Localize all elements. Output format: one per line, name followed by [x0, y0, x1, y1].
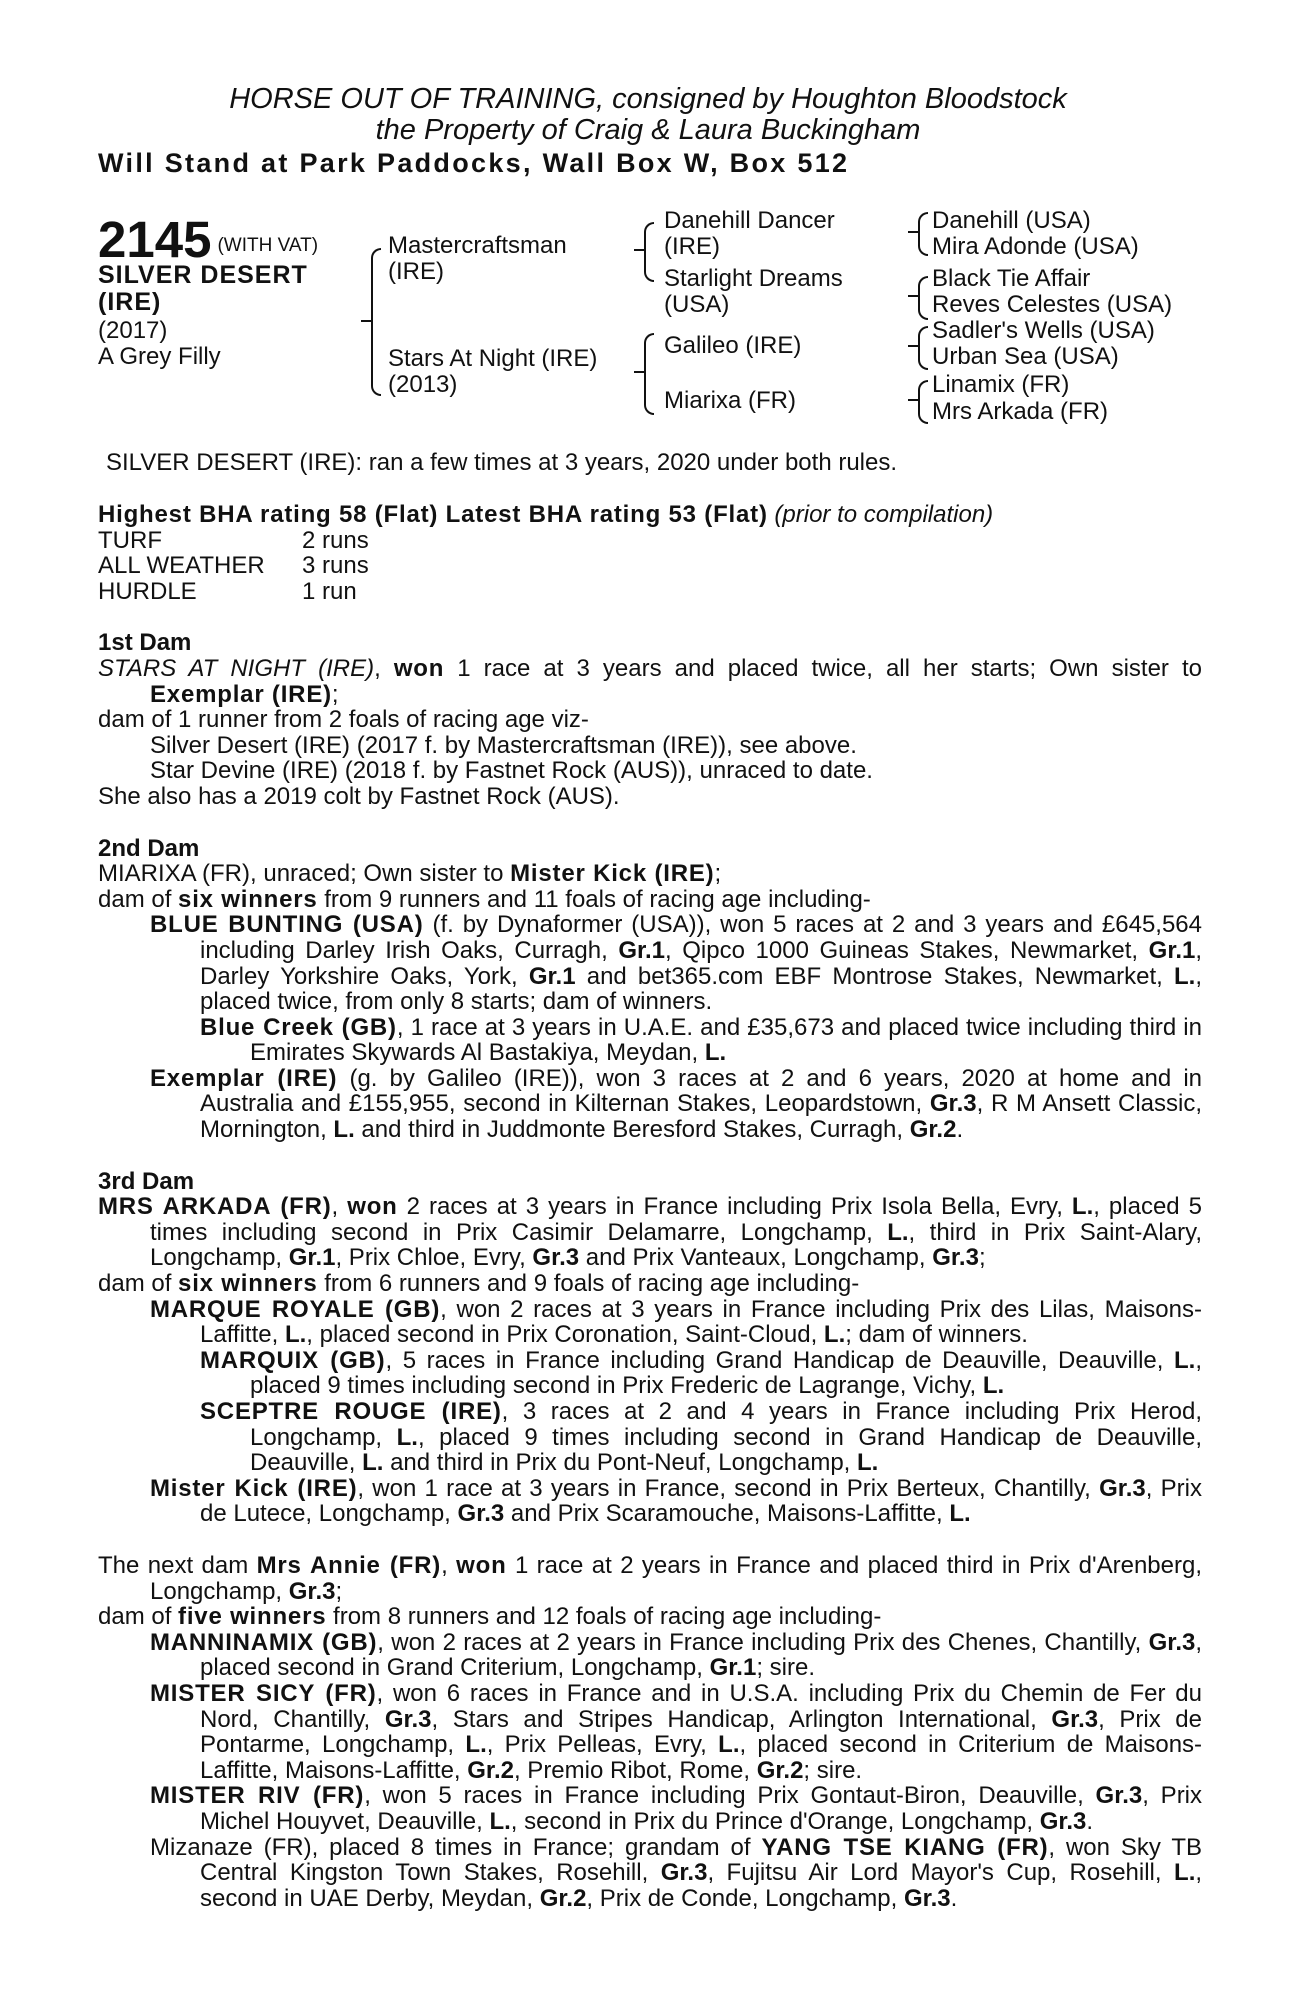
text: , Prix Michel Houyvet, Deauville, — [200, 1782, 1203, 1835]
foaling-year: (2017) — [98, 317, 168, 344]
pedigree-bracket-point — [908, 295, 918, 297]
produce-entry — [98, 1348, 1202, 1399]
grade: Gr.3 — [903, 1884, 951, 1912]
text: and Prix Scaramouche, Maisons-Laffitte, — [510, 1500, 943, 1528]
produce-name: Blue Creek (GB) — [200, 1013, 397, 1041]
pedigree-gs1 — [664, 208, 835, 260]
first-dam-heading: 1st Dam — [98, 629, 192, 657]
sire-name: Mastercraftsman — [388, 232, 567, 259]
fourth-dam-name: Mrs Annie (FR) — [256, 1551, 442, 1579]
vat-note: (WITH VAT) — [217, 235, 319, 256]
text: ; sire. — [803, 1756, 863, 1784]
listed: L. — [1071, 1193, 1094, 1221]
pedigree-bracket-point — [361, 320, 371, 322]
rating-text: Highest BHA rating 58 (Flat) Latest BHA rating 53 (Flat) — [98, 501, 768, 528]
pedigree-ggs5: Sadler's Wells (USA) — [932, 317, 1155, 344]
produce-entry — [98, 912, 1202, 1014]
text: ; sire. — [756, 1654, 815, 1682]
property-line: the Property of Craig & Laura Buckingham — [375, 114, 921, 146]
grade: Gr.3 — [532, 1244, 580, 1272]
runs-surface: TURF — [98, 526, 162, 554]
text: , placed second in Grand Criterium, Longchamp, — [200, 1628, 1203, 1682]
text: , placed 9 times including second in Grand Handicap de Deauville, Deauville, — [250, 1423, 1203, 1477]
grade: Gr.2 — [467, 1756, 514, 1784]
pedigree-sire — [388, 233, 567, 285]
listed: L. — [949, 1500, 971, 1528]
listed: L. — [333, 1116, 355, 1144]
text: , placed twice, from only 8 starts; dam of winners. — [200, 962, 1202, 1016]
horse-description: A Grey Filly — [98, 343, 221, 370]
bha-rating — [98, 502, 1202, 528]
granddam-country: (USA) — [664, 291, 730, 318]
horse-info — [98, 318, 221, 370]
text: MIARIXA (FR), unraced; Own sister to — [98, 860, 504, 888]
text: Mizanaze (FR), placed 8 times in France; grandam of — [150, 1833, 751, 1861]
listed: L. — [857, 1449, 879, 1477]
grade: Gr.3 — [1051, 1705, 1099, 1733]
grade: Gr.3 — [1099, 1474, 1146, 1502]
first-dam-foal-note: She also has a 2019 colt by Fastnet Rock (AUS). — [98, 782, 620, 810]
text: , won 2 races at 3 years in France including Prix des Lilas, Maisons-Laffitte, — [200, 1295, 1202, 1349]
grade: Gr.1 — [288, 1244, 336, 1272]
text: , won 6 races in France and in U.S.A. including Prix du Chemin de Fer du Nord, Chantilly, — [200, 1679, 1202, 1733]
listed: L. — [362, 1449, 384, 1477]
fourth-dam-text: The next dam Mrs Annie (FR), won 1 race at 2 years in France and placed third in Prix d'Arenberg, Longchamp, Gr.3; — [98, 1551, 1202, 1605]
text: , placed second in Prix Coronation, Saint-Cloud, — [306, 1321, 818, 1349]
text: , third in Prix Saint-Alary, Longchamp, — [150, 1218, 1202, 1272]
second-dam-produce — [98, 887, 1202, 913]
third-dam-produce — [98, 1271, 1202, 1297]
text: , Prix de Lutece, Longchamp, — [200, 1474, 1203, 1528]
produce-entry — [98, 1681, 1202, 1783]
text: , Prix de Conde, Longchamp, — [586, 1884, 898, 1912]
text: from 6 runners and 9 foals of racing age including- — [324, 1270, 860, 1298]
sire-country: (IRE) — [388, 258, 444, 285]
text: from 9 runners and 11 foals of racing age including- — [324, 885, 871, 913]
pedigree-gs4: Miarixa (FR) — [664, 387, 796, 414]
pedigree-bracket-point — [634, 371, 644, 373]
text: and third in Juddmonte Beresford Stakes, Curragh, — [361, 1116, 904, 1144]
third-dam-name: MRS ARKADA (FR) — [98, 1193, 332, 1221]
listed: L. — [718, 1731, 740, 1759]
text: from 8 runners and 12 foals of racing age including- — [333, 1603, 882, 1631]
text: 1 race at 2 years in France and placed third in Prix d'Arenberg, Longchamp, — [150, 1551, 1202, 1605]
first-dam-text: STARS AT NIGHT (IRE), won 1 race at 3 years and placed twice, all her starts; Own sister to Exemplar (IRE); — [98, 654, 1202, 708]
sibling-name: Exemplar (IRE) — [150, 680, 332, 708]
grade: Gr.3 — [929, 1090, 977, 1118]
grade: Gr.1 — [709, 1654, 757, 1682]
runs-surface: ALL WEATHER — [98, 552, 265, 580]
winners-count: six winners — [178, 1270, 318, 1298]
runs-row — [98, 528, 369, 554]
pedigree-bracket-point — [908, 345, 918, 347]
pedigree-ggs2: Mira Adonde (USA) — [932, 233, 1139, 260]
pedigree-ggs1: Danehill (USA) — [932, 207, 1091, 234]
text: and third in Prix du Pont-Neuf, Longchamp, — [390, 1449, 851, 1477]
pedigree-bracket-sire — [644, 222, 654, 282]
first-dam-name: STARS AT NIGHT (IRE) — [98, 654, 375, 682]
grade: Gr.3 — [1148, 1628, 1196, 1656]
horse-name-line1: SILVER DESERT — [98, 261, 308, 289]
winners-count: five winners — [178, 1603, 327, 1631]
text: , won 1 race at 3 years in France, second in Prix Berteux, Chantilly, — [357, 1474, 1091, 1502]
text: dam of — [98, 1270, 172, 1298]
third-dam-heading: 3rd Dam — [98, 1167, 195, 1195]
produce-entry — [98, 1476, 1202, 1527]
grade: Gr.3 — [1095, 1782, 1143, 1810]
grade: Gr.3 — [457, 1500, 505, 1528]
dam-name: Stars At Night (IRE) — [388, 345, 598, 372]
produce-name: MARQUIX (GB) — [200, 1346, 386, 1374]
listed: L. — [465, 1731, 487, 1759]
listed: L. — [1174, 962, 1196, 990]
punct: ; — [331, 680, 339, 708]
grade: Gr.1 — [1148, 936, 1196, 964]
produce-entry — [98, 1399, 1202, 1476]
pedigree-bracket-point — [908, 231, 918, 233]
listed: L. — [704, 1039, 727, 1067]
text: and Prix Vanteaux, Longchamp, — [585, 1244, 926, 1272]
pedigree-bracket-point — [908, 399, 918, 401]
offspring-1: Silver Desert (IRE) (2017 f. by Mastercraftsman (IRE)), see above. — [150, 731, 857, 759]
grade: Gr.2 — [539, 1884, 587, 1912]
runs-count: 3 runs — [302, 552, 369, 580]
offspring-2: Star Devine (IRE) (2018 f. by Fastnet Rock (AUS)), unraced to date. — [150, 757, 873, 785]
dam-year: (2013) — [388, 371, 458, 398]
produce-name: MISTER RIV (FR) — [150, 1782, 365, 1810]
pedigree-ggs8: Mrs Arkada (FR) — [932, 398, 1109, 425]
pedigree-dam — [388, 346, 597, 398]
produce-entry — [98, 1630, 1202, 1681]
runs-count: 1 run — [302, 577, 357, 605]
text: , Premio Ribot, Rome, — [513, 1756, 751, 1784]
runs-row — [98, 579, 369, 605]
punct: ; — [335, 1577, 343, 1605]
pedigree-bracket-gs3 — [918, 326, 928, 370]
first-dam-produce: dam of 1 runner from 2 foals of racing age viz- — [98, 706, 589, 734]
pedigree-bracket-dam — [644, 333, 654, 415]
text: , Prix Chloe, Evry, — [335, 1244, 526, 1272]
grade: Gr.3 — [1039, 1807, 1087, 1835]
grade: Gr.3 — [288, 1577, 336, 1605]
produce-entry — [98, 1297, 1202, 1348]
pedigree-ggs4: Reves Celestes (USA) — [932, 291, 1173, 318]
text: , won 5 races in France including Prix Gontaut-Biron, Deauville, — [364, 1782, 1084, 1810]
punct: ; — [978, 1244, 986, 1272]
runs-count: 2 runs — [302, 526, 369, 554]
lot-number: 2145 — [98, 211, 212, 268]
granddam-name: Starlight Dreams — [664, 265, 843, 292]
pedigree-gs2 — [664, 266, 843, 318]
text: ; dam of winners. — [845, 1321, 1028, 1349]
runs-surface: HURDLE — [98, 577, 197, 605]
runs-table — [98, 528, 369, 605]
text: , second in UAE Derby, Meydan, — [200, 1859, 1203, 1912]
text: (g. by Galileo (IRE)), won 3 races at 2 and 6 years, 2020 at home and in Australia and £155,955, second in Kilternan Stakes, Leopardstown, — [200, 1064, 1202, 1118]
text: 2 races at 3 years in France including Prix Isola Bella, Evry, — [406, 1193, 1063, 1221]
listed: L. — [284, 1321, 307, 1349]
produce-name: BLUE BUNTING (USA) — [150, 911, 424, 939]
punct: ; — [714, 860, 722, 888]
pedigree-bracket-main — [371, 248, 381, 396]
grandsire-country: (IRE) — [664, 233, 720, 260]
pedigree-gs3: Galileo (IRE) — [664, 332, 802, 359]
grade: Gr.2 — [756, 1756, 804, 1784]
text: , won 2 races at 2 years in France including Prix des Chenes, Chantilly, — [377, 1628, 1142, 1656]
text: , won Sky TB Central Kingston Town Stakes, Rosehill, — [200, 1833, 1202, 1887]
grade: Gr.3 — [660, 1859, 708, 1887]
produce-entry — [98, 1783, 1202, 1834]
catalogue-body — [98, 502, 1202, 1911]
punct: . — [956, 1116, 964, 1144]
won-label: won — [393, 654, 445, 682]
text: The next dam — [98, 1551, 249, 1579]
consignor-line: HORSE OUT OF TRAINING, consigned by Houghton Bloodstock — [229, 83, 1067, 115]
won-label: won — [347, 1193, 398, 1221]
punct: . — [950, 1884, 958, 1912]
text: , Stars and Stripes Handicap, Arlington International, — [431, 1705, 1037, 1733]
text: (f. by Dynaformer (USA)), won 5 races at 2 and 3 years and £645,564 including Darley Irish Oaks, Curragh, — [200, 911, 1202, 964]
text: , 3 races at 2 and 4 years in France including Prix Herod, Longchamp, — [250, 1398, 1202, 1451]
runs-row — [98, 553, 369, 579]
produce-name: MANNINAMIX (GB) — [150, 1628, 378, 1656]
race-summary: SILVER DESERT (IRE): ran a few times at 3 years, 2020 under both rules. — [106, 449, 898, 476]
rating-note: (prior to compilation) — [774, 501, 994, 528]
produce-entry — [98, 1015, 1202, 1066]
produce-entry — [98, 1066, 1202, 1143]
grade: Gr.3 — [932, 1244, 979, 1272]
listed: L. — [1174, 1859, 1196, 1887]
produce-name: MISTER SICY (FR) — [150, 1679, 377, 1707]
sibling-name: Mister Kick (IRE) — [510, 860, 715, 888]
pedigree-ggs6: Urban Sea (USA) — [932, 343, 1119, 370]
pedigree-ggs7: Linamix (FR) — [932, 371, 1070, 398]
text: , second in Prix du Prince d'Orange, Longchamp, — [510, 1807, 1034, 1835]
pedigree-ggs3: Black Tie Affair — [932, 265, 1091, 292]
text: , placed 5 times including second in Prix Casimir Delamarre, Longchamp, — [150, 1193, 1203, 1246]
produce-entry — [98, 1835, 1202, 1912]
grandsire-name: Danehill Dancer — [664, 207, 835, 234]
text: and bet365.com EBF Montrose Stakes, Newmarket, — [586, 962, 1163, 990]
grade: Gr.2 — [909, 1116, 957, 1144]
grade: Gr.3 — [384, 1705, 432, 1733]
listed: L. — [1174, 1346, 1196, 1374]
grade: Gr.1 — [618, 936, 666, 964]
pedigree-bracket-gs2 — [918, 276, 928, 320]
pedigree-bracket-gs4 — [918, 380, 928, 424]
second-dam-text — [98, 861, 1202, 887]
first-dam-record: 1 race at 3 years and placed twice, all her starts; Own sister to — [457, 654, 1202, 682]
produce-name: YANG TSE KIANG (FR) — [761, 1833, 1049, 1861]
listed: L. — [982, 1372, 1005, 1400]
horse-name — [98, 262, 308, 316]
text: , Qipco 1000 Guineas Stakes, Newmarket, — [665, 936, 1139, 964]
produce-name: Mister Kick (IRE) — [150, 1474, 358, 1502]
text: , placed second in Criterium de Maisons-Laffitte, Maisons-Laffitte, — [200, 1731, 1203, 1784]
text: , Prix Pelleas, Evry, — [486, 1731, 707, 1759]
listed: L. — [823, 1321, 846, 1349]
listed: L. — [396, 1423, 418, 1451]
listed: L. — [489, 1807, 511, 1835]
third-dam-text: MRS ARKADA (FR), won 2 races at 3 years in France including Prix Isola Bella, Evry, L., placed 5 times including second in Prix Casimir Delamarre, Longchamp, L., third in Prix Saint-Alary, Longchamp, Gr.1, Prix Chloe, Evry, Gr.3 and Prix Vanteaux, Longchamp, Gr.3; — [98, 1193, 1203, 1272]
pedigree-bracket-gs1 — [918, 212, 928, 256]
text: dam of — [98, 885, 172, 913]
second-dam-heading: 2nd Dam — [98, 834, 200, 862]
text: , 1 race at 3 years in U.A.E. and £35,673 and placed twice including third in Emirates Skywards Al Bastakiya, Meydan, — [250, 1013, 1202, 1067]
fourth-dam-produce — [98, 1604, 1202, 1630]
text: , Fujitsu Air Lord Mayor's Cup, Rosehill, — [707, 1859, 1162, 1887]
stabling-line: Will Stand at Park Paddocks, Wall Box W, Box 512 — [98, 148, 850, 178]
text: , Darley Yorkshire Oaks, York, — [200, 936, 1203, 990]
produce-name: SCEPTRE ROUGE (IRE) — [200, 1398, 502, 1425]
horse-name-line2: (IRE) — [98, 288, 162, 316]
text: dam of — [98, 1603, 172, 1631]
produce-name: Exemplar (IRE) — [150, 1064, 338, 1092]
punct: . — [1086, 1807, 1094, 1835]
text: , 5 races in France including Grand Handicap de Deauville, Deauville, — [385, 1346, 1164, 1374]
produce-name: MARQUE ROYALE (GB) — [150, 1295, 441, 1323]
text: , placed 9 times including second in Prix Frederic de Lagrange, Vichy, — [250, 1346, 1202, 1400]
winners-count: six winners — [178, 885, 318, 913]
won-label: won — [456, 1551, 507, 1579]
pedigree-bracket-point — [634, 249, 644, 251]
grade: Gr.1 — [528, 962, 576, 990]
text: , Prix de Pontarme, Longchamp, — [200, 1705, 1203, 1759]
text: , R M Ansett Classic, Mornington, — [200, 1090, 1203, 1144]
listed: L. — [887, 1218, 909, 1246]
